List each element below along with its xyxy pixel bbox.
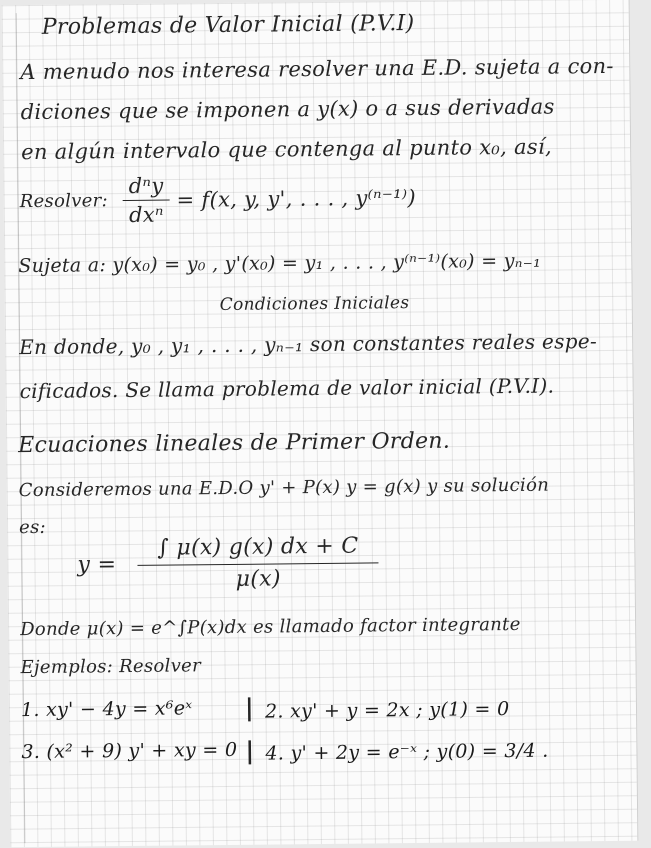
derivative-denominator: dxⁿ	[128, 202, 164, 227]
example-1: 1. xy' − 4y = x⁶eˣ	[20, 697, 193, 722]
formula-denominator: μ(x)	[235, 566, 281, 592]
ode-rhs: = f(x, y, y', . . . , y⁽ⁿ⁻¹⁾)	[176, 185, 417, 212]
intro-line-1: A menudo nos interesa resolver una E.D. sujeta a con-	[20, 53, 614, 85]
integrating-factor-line: Donde μ(x) = e^∫P(x)dx es llamado factor integrante	[20, 613, 521, 641]
resolver-equation	[19, 171, 416, 228]
example-2: 2. xy' + y = 2x ; y(1) = 0	[264, 698, 510, 723]
initial-conditions-label: Condiciones Iniciales	[219, 293, 410, 316]
consider-line-2: es:	[18, 516, 47, 539]
derivative-numerator: dⁿy	[123, 174, 170, 201]
examples-heading: Ejemplos: Resolver	[20, 655, 202, 679]
example-separator-1: |	[244, 692, 255, 722]
notebook-page	[2, 0, 639, 847]
intro-line-3: en algún intervalo que contenga al punto x₀, así,	[21, 134, 553, 165]
initial-conditions-line: Sujeta a: y(x₀) = y₀ , y'(x₀) = y₁ , . . . , y⁽ⁿ⁻¹⁾(x₀) = yₙ₋₁	[18, 249, 542, 278]
intro-line-2: diciones que se imponen a y(x) o a sus derivadas	[20, 94, 555, 125]
formula-numerator: ∫ μ(x) g(x) dx + C	[137, 533, 378, 566]
example-separator-2: |	[245, 735, 255, 765]
solution-formula	[77, 533, 379, 593]
example-3: 3. (x² + 9) y' + xy = 0	[21, 738, 238, 764]
donde-line-1: En donde, y₀ , y₁ , . . . , yₙ₋₁ son constantes reales espe-	[19, 329, 598, 360]
formula-lhs: y =	[77, 552, 117, 578]
formula-fraction	[137, 533, 379, 593]
resolver-label: Resolver:	[19, 190, 109, 213]
section-heading: Ecuaciones lineales de Primer Orden.	[18, 428, 451, 459]
derivative-fraction	[123, 174, 170, 227]
example-4: 4. y' + 2y = e⁻ˣ ; y(0) = 3/4 .	[265, 739, 549, 765]
consider-line-1: Consideremos una E.D.O y' + P(x) y = g(x) y su solución	[18, 474, 550, 502]
donde-line-2: cificados. Se llama problema de valor inicial (P.V.I).	[19, 373, 555, 404]
note-title: Problemas de Valor Inicial (P.V.I)	[41, 10, 415, 40]
